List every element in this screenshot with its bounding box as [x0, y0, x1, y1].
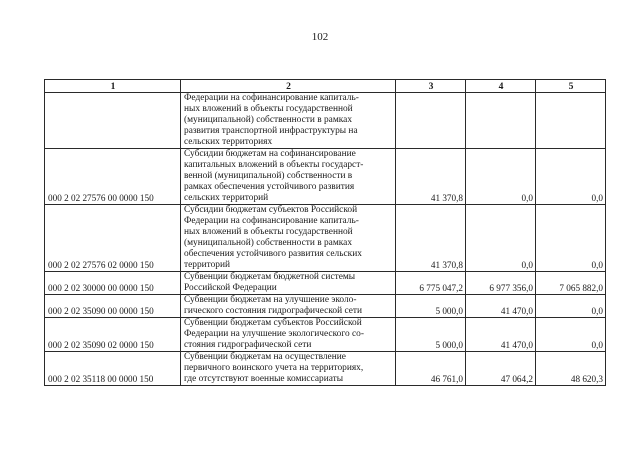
revenue-name-cell — [181, 272, 396, 295]
amount-year-3-cell: 0,0 — [536, 295, 606, 318]
amount-year-1-cell: 46 761,0 — [396, 352, 466, 386]
revenue-name-cell — [181, 352, 396, 386]
column-header-year-1: 3 — [396, 80, 466, 93]
amount-year-1-cell: 5 000,0 — [396, 295, 466, 318]
revenue-name-cell — [181, 93, 396, 149]
table-row — [45, 352, 606, 386]
budget-code-cell — [45, 93, 181, 149]
table-row — [45, 295, 606, 318]
revenue-name-line: Федерации на улучшение экологического со- — [184, 329, 364, 339]
revenue-name-cell — [181, 205, 396, 272]
revenue-name-line: рамках обеспечения устойчивого развития — [184, 182, 355, 192]
revenue-name-line: венной (муниципальной) собственности в — [184, 171, 353, 181]
revenue-name-line: сельских территориях — [184, 137, 273, 147]
revenue-name-line: Субсидии бюджетам на софинансирование — [184, 149, 356, 159]
revenue-name-line: Федерации на софинансирование капиталь- — [184, 93, 359, 103]
revenue-name-cell — [181, 149, 396, 205]
amount-year-3-cell: 48 620,3 — [536, 352, 606, 386]
amount-year-2-cell: 0,0 — [466, 205, 536, 272]
amount-year-2-cell: 41 470,0 — [466, 295, 536, 318]
revenue-name-line: где отсутствуют военные комиссариаты — [184, 374, 344, 384]
revenue-name-line: гического состояния гидрографической сети — [184, 306, 363, 316]
revenue-name-line: (муниципальной) собственности в рамках — [184, 238, 353, 248]
table-header-row — [45, 80, 606, 93]
table-row — [45, 205, 606, 272]
amount-year-3-cell: 7 065 882,0 — [536, 272, 606, 295]
budget-code-cell: 000 2 02 27576 02 0000 150 — [45, 205, 181, 272]
budget-code-cell: 000 2 02 30000 00 0000 150 — [45, 272, 181, 295]
table-row — [45, 272, 606, 295]
budget-code-cell: 000 2 02 35090 02 0000 150 — [45, 318, 181, 352]
budget-code-cell: 000 2 02 35118 00 0000 150 — [45, 352, 181, 386]
revenue-name-line: ных вложений в объекты государственной — [184, 227, 353, 237]
table-row — [45, 149, 606, 205]
amount-year-1-cell: 6 775 047,2 — [396, 272, 466, 295]
revenue-name-line: Федерации на софинансирование капиталь- — [184, 216, 359, 226]
revenue-name-line: территорий — [184, 260, 231, 270]
amount-year-1-cell: 41 370,8 — [396, 149, 466, 205]
column-header-year-2: 4 — [466, 80, 536, 93]
column-header-code: 1 — [45, 80, 181, 93]
revenue-name-line: развития транспортной инфраструктуры на — [184, 126, 358, 136]
amount-year-1-cell: 5 000,0 — [396, 318, 466, 352]
revenue-name-line: Субсидии бюджетам субъектов Российской — [184, 205, 358, 215]
revenue-name-line: Субвенции бюджетам на осуществление — [184, 352, 346, 362]
revenue-name-line: сельских территорий — [184, 193, 269, 203]
revenue-name-line: ных вложений в объекты государственной — [184, 104, 353, 114]
budget-code-cell: 000 2 02 35090 00 0000 150 — [45, 295, 181, 318]
table-row — [45, 93, 606, 149]
revenue-name-cell — [181, 318, 396, 352]
page-number: 102 — [311, 31, 329, 43]
column-header-year-3: 5 — [536, 80, 606, 93]
amount-year-2-cell: 6 977 356,0 — [466, 272, 536, 295]
amount-year-1-cell: 41 370,8 — [396, 205, 466, 272]
amount-year-3-cell: 0,0 — [536, 149, 606, 205]
revenue-name-line: Субвенции бюджетам на улучшение эколо- — [184, 295, 357, 305]
amount-year-2-cell — [466, 93, 536, 149]
amount-year-2-cell: 41 470,0 — [466, 318, 536, 352]
revenue-name-line: Субвенции бюджетам бюджетной системы — [184, 272, 356, 282]
amount-year-2-cell: 0,0 — [466, 149, 536, 205]
amount-year-1-cell — [396, 93, 466, 149]
revenue-name-line: Субвенции бюджетам субъектов Российской — [184, 318, 362, 328]
column-header-name: 2 — [181, 80, 396, 93]
table-row — [45, 318, 606, 352]
revenue-name-cell — [181, 295, 396, 318]
budget-revenue-table — [44, 79, 606, 386]
revenue-name-line: (муниципальной) собственности в рамках — [184, 115, 353, 125]
amount-year-3-cell — [536, 93, 606, 149]
revenue-name-line: капитальных вложений в объекты государст- — [184, 160, 364, 170]
revenue-name-line: первичного воинского учета на территориях, — [184, 363, 364, 373]
revenue-name-line: Российской Федерации — [184, 283, 277, 293]
budget-code-cell: 000 2 02 27576 00 0000 150 — [45, 149, 181, 205]
amount-year-3-cell: 0,0 — [536, 205, 606, 272]
amount-year-3-cell: 0,0 — [536, 318, 606, 352]
amount-year-2-cell: 47 064,2 — [466, 352, 536, 386]
revenue-name-line: обеспечения устойчивого развития сельских — [184, 249, 362, 259]
revenue-name-line: стояния гидрографической сети — [184, 340, 312, 350]
